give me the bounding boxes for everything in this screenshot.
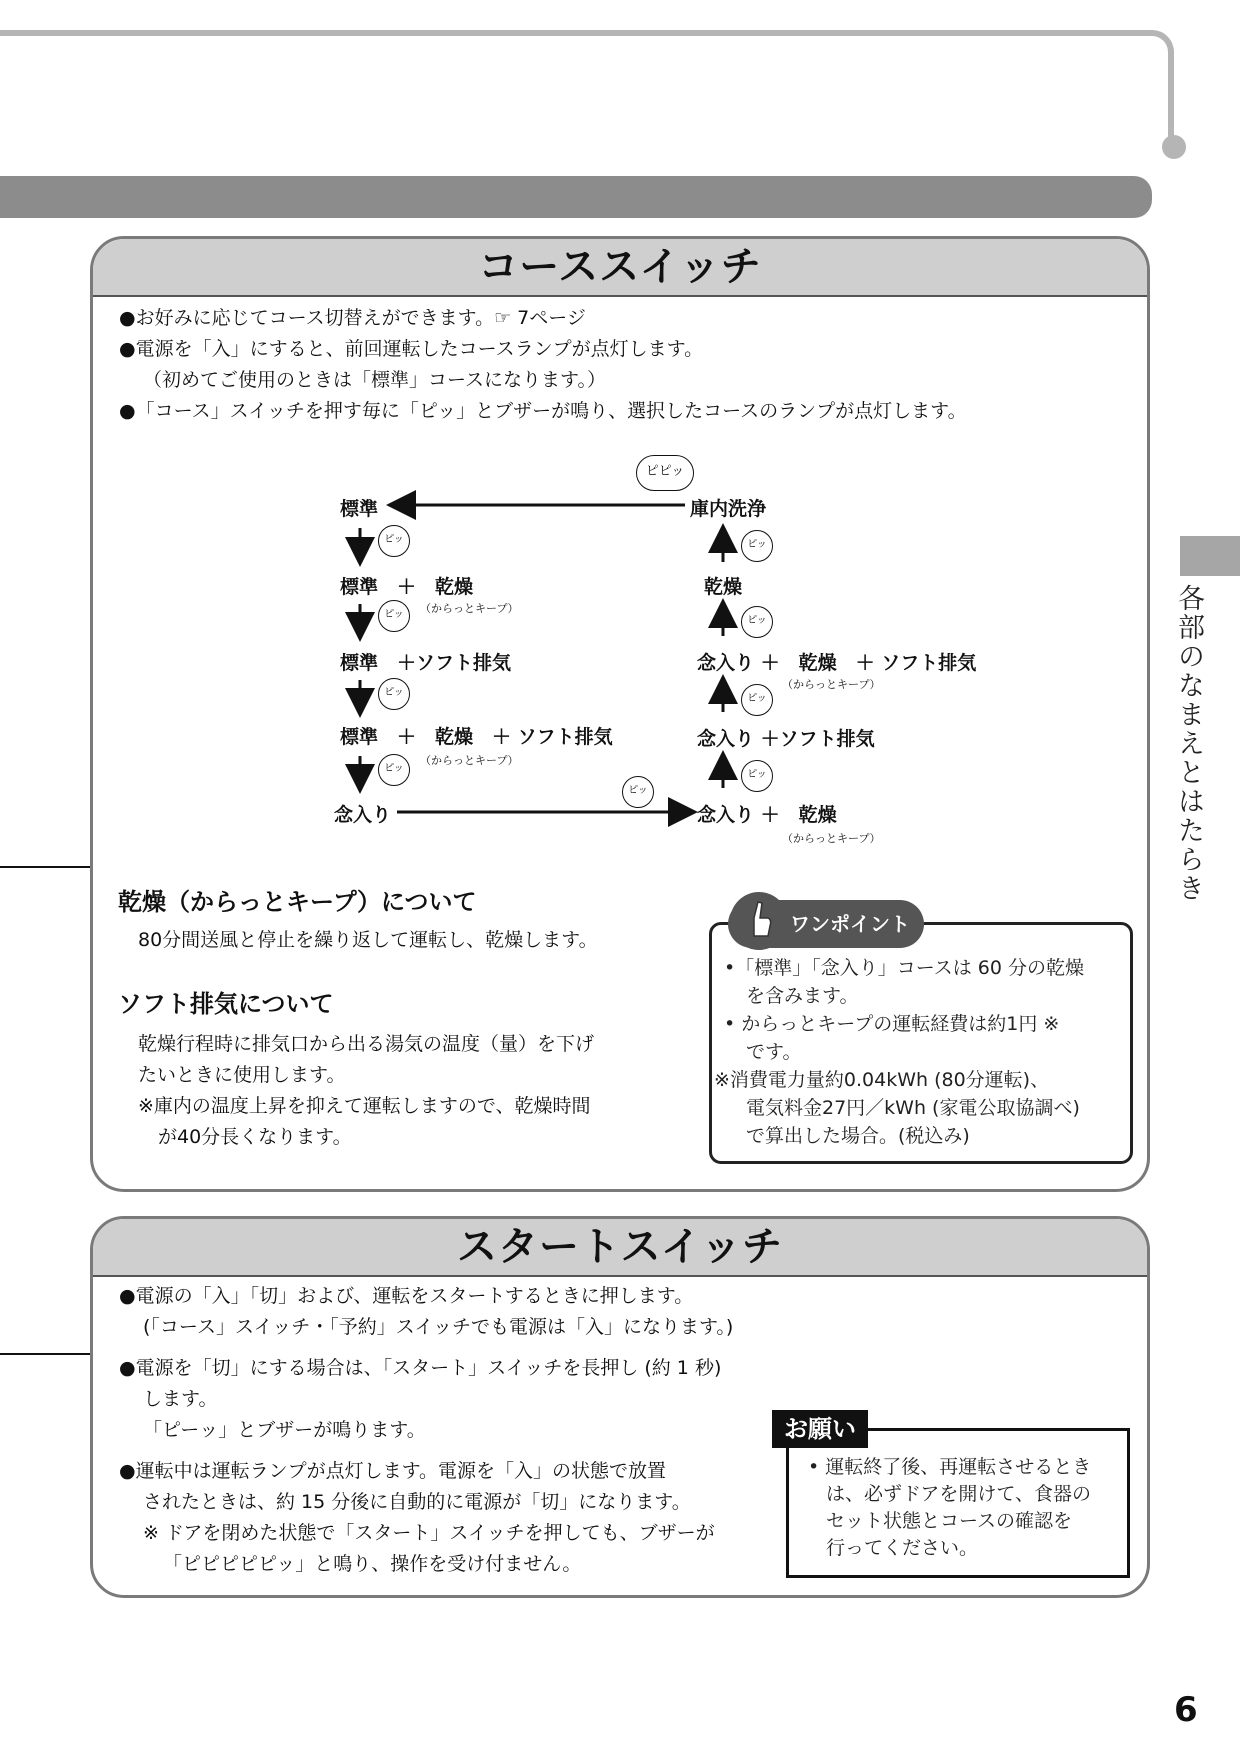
start-switch-title: スタートスイッチ (93, 1219, 1147, 1277)
beep-bubble: ピッ (741, 530, 773, 562)
request-tag: お願い (772, 1410, 868, 1448)
beep-bubble: ピッ (622, 776, 654, 808)
one-point-text (714, 954, 1085, 1150)
one-point-badge: ワンポイント (728, 900, 924, 948)
tip-line: です。 (746, 1041, 802, 1063)
body-line: たいときに使用します。 (138, 1064, 346, 1086)
course-switch-title: コーススイッチ (93, 239, 1147, 297)
section-tab-label: 各部のなまえとはたらき (1173, 584, 1204, 903)
bullet-text: ●お好みに応じてコース切替えができます。☞ 7ページ (119, 307, 586, 329)
beep-bubble: ピッ (378, 600, 410, 632)
course-node: 標準 (340, 498, 379, 520)
course-node: 標準 ＋ 乾燥 ＋ ソフト排気 (340, 726, 613, 748)
course-node-sub: （からっとキープ） (782, 678, 881, 691)
beep-bubble: ピッ (741, 606, 773, 638)
body-line: 乾燥行程時に排気口から出る湯気の温度（量）を下げ (138, 1033, 595, 1055)
request-line: セット状態とコースの確認を (826, 1510, 1073, 1532)
soft-exhaust-body (138, 1029, 594, 1153)
beep-bubble: ピッ (741, 684, 773, 716)
course-node: 庫内洗浄 (690, 498, 767, 520)
body-line: が40分長くなります。 (158, 1126, 352, 1148)
body-line: ※庫内の温度上昇を抑えて運転しますので、乾燥時間 (138, 1095, 591, 1117)
course-node: 念入り ＋ 乾燥 ＋ ソフト排気 (697, 652, 977, 674)
tip-footnote: で算出した場合。(税込み) (746, 1125, 970, 1147)
course-node: 念入り ＋ソフト排気 (697, 728, 875, 750)
beep-bubble: ピッ (378, 754, 410, 786)
request-line: 行ってください。 (826, 1537, 979, 1559)
bullet-text: ●運転中は運転ランプが点灯します。電源を「入」の状態で放置 (119, 1460, 667, 1482)
request-text (808, 1454, 1091, 1562)
course-node: 標準 ＋ソフト排気 (340, 652, 512, 674)
course-node: 標準 ＋ 乾燥 (340, 576, 474, 598)
tip-line: •「標準」「念入り」コースは 60 分の乾燥 (724, 957, 1085, 979)
course-node-sub: （からっとキープ） (782, 832, 881, 845)
bullet-text: ●電源を「切」にする場合は、「スタート」スイッチを長押し (約 1 秒) (119, 1357, 722, 1379)
pointing-hand-icon (730, 892, 788, 950)
tip-footnote: 電気料金27円／kWh (家電公取協調べ) (746, 1097, 1080, 1119)
bullet-text: します。 (143, 1388, 218, 1410)
drying-body: 80分間送風と停止を繰り返して運転し、乾燥します。 (138, 929, 598, 951)
course-node: 念入り ＋ 乾燥 (697, 804, 837, 826)
bullet-text: ●電源の「入」「切」および、運転をスタートするときに押します。 (119, 1285, 694, 1307)
drying-heading: 乾燥（からっとキープ）について (118, 888, 477, 916)
beep-bubble: ピッ (378, 525, 410, 557)
beep-bubble: ピピッ (636, 455, 694, 491)
margin-rule (0, 1353, 92, 1355)
request-line: • 運転終了後、再運転させるとき (808, 1456, 1092, 1478)
start-switch-text (93, 1277, 779, 1580)
tip-line: を含みます。 (746, 985, 859, 1007)
bullet-text: されたときは、約 15 分後に自動的に電源が「切」になります。 (143, 1491, 691, 1513)
course-node: 念入り (334, 804, 392, 826)
bullet-note: 「ピピピピピッ」と鳴り、操作を受け付ません。 (163, 1553, 582, 1575)
bullet-text: ●「コース」スイッチを押す毎に「ピッ」とブザーが鳴り、選択したコースのランプが点灯します。 (119, 400, 967, 422)
bullet-note: ※ ドアを閉めた状態で「スタート」スイッチを押しても、ブザーが (143, 1522, 715, 1544)
bullet-note: （初めてご使用のときは「標準」コースになります。） (143, 369, 607, 391)
soft-exhaust-heading: ソフト排気について (118, 990, 334, 1018)
course-node-sub: （からっとキープ） (420, 754, 519, 767)
bullet-note: (「コース」スイッチ・「予約」スイッチでも電源は「入」になります。) (143, 1316, 734, 1338)
bullet-text: ●電源を「入」にすると、前回運転したコースランプが点灯します。 (119, 338, 704, 360)
request-line: は、必ずドアを開けて、食器の (826, 1483, 1092, 1505)
tip-line: • からっとキープの運転経費は約1円 ※ (724, 1013, 1060, 1035)
page-number: 6 (1174, 1690, 1198, 1730)
tip-footnote: ※消費電力量約0.04kWh (80分運転)、 (714, 1069, 1050, 1091)
beep-bubble: ピッ (741, 760, 773, 792)
bullet-text: 「ピーッ」とブザーが鳴ります。 (143, 1419, 426, 1441)
course-node-sub: （からっとキープ） (420, 602, 519, 615)
beep-bubble: ピッ (378, 678, 410, 710)
course-node: 乾燥 (704, 576, 743, 598)
